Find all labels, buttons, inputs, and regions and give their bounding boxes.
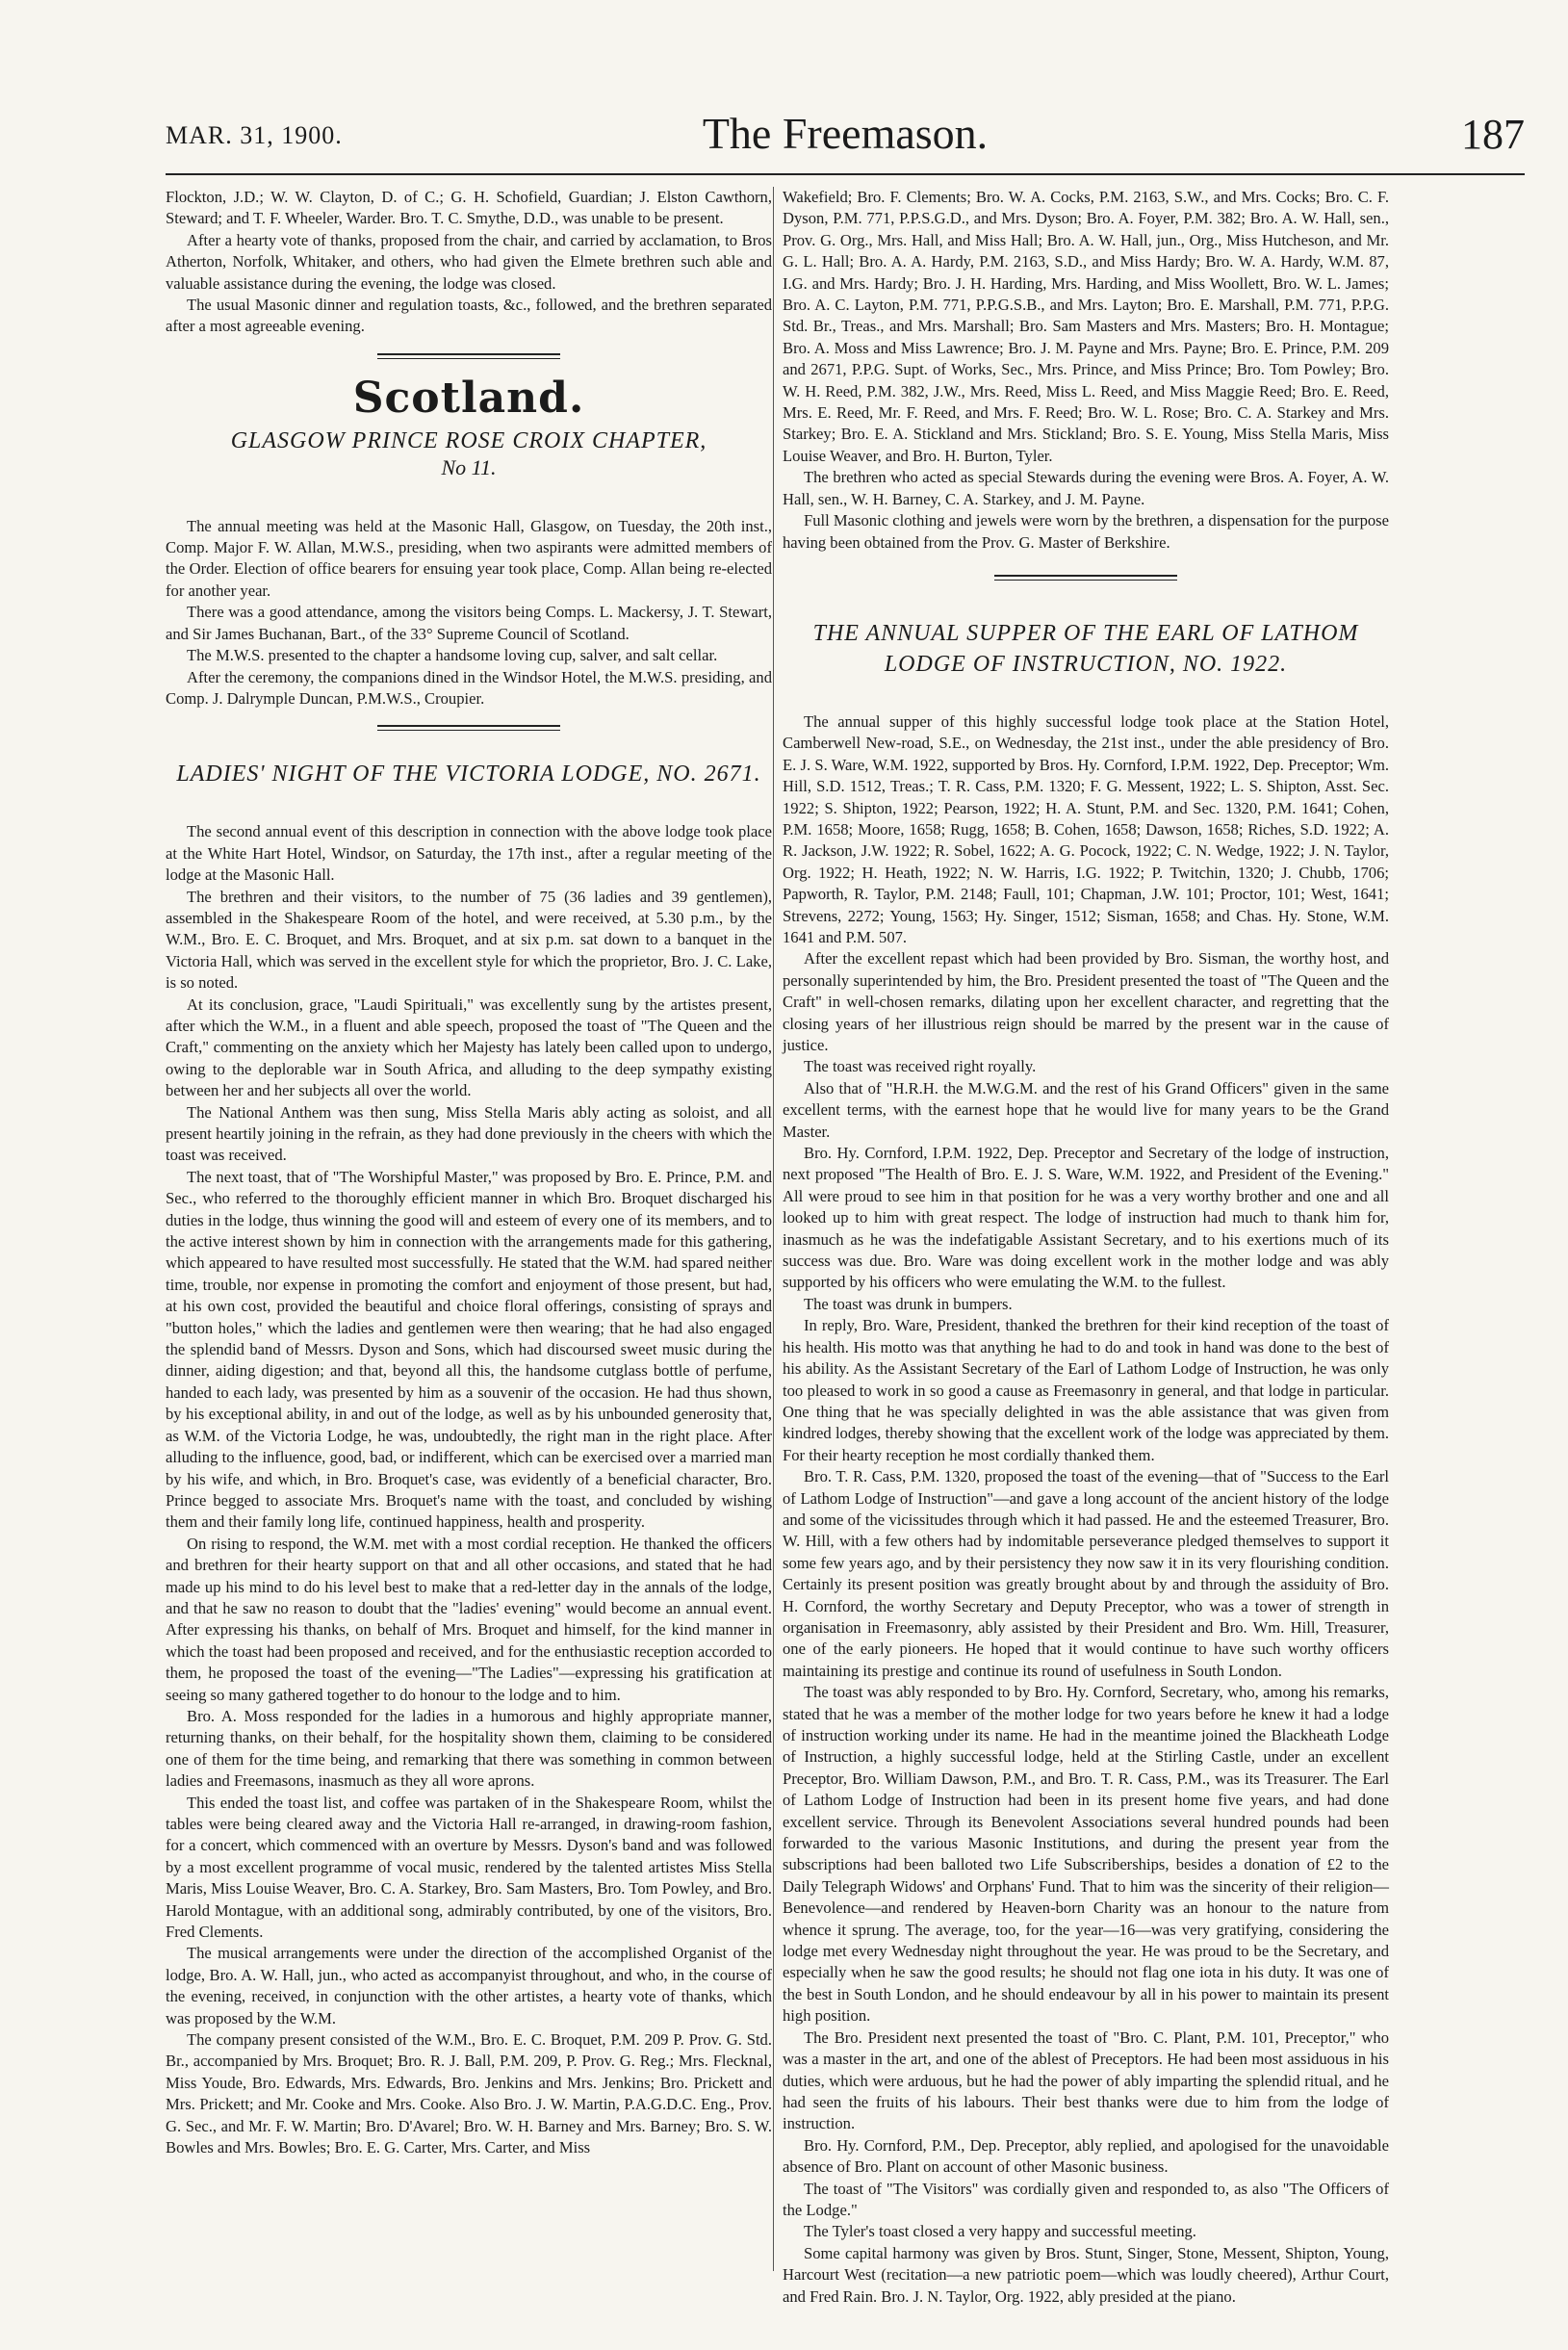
paragraph: The company present consisted of the W.M., Bro. E. C. Broquet, P.M. 209 P. Prov. G. Std. Br., accompanied by Mrs. Broquet; Bro. R. J. Ball, P.M. 209, P. Prov. G. Reg.; Mrs. Flecknal, Miss Youde, Bro. Edwards, Mrs. Edwards, Bro. Jenkins and Mrs. Jenkins; Bro. Prickett and Mrs. Prickett; and Mr. Cooke and Mrs. Cooke. Also Bro. J. W. Martin, P.A.G.D.C. Eng., Prov. G. Sec., and Mr. F. W. Martin; Bro. D'Avarel; Bro. W. H. Barney and Mrs. Barney; Bro. S. W. Bowles and Mrs. Bowles; Bro. E. G. Carter, Mrs. Carter, and Miss <box>166 2030 772 2157</box>
paragraph: The toast was ably responded to by Bro. Hy. Cornford, Secretary, who, among his remarks, stated that he was a member of the mother lodge for two years before he knew it had a lodge of instruction working under its name. He had in the meantime joined the Blackheath Lodge of Instruction, a highly successful lodge, held at the Stirling Castle, under an excellent Preceptor, Bro. William Dawson, P.M., and Bro. T. R. Cass, P.M., was its Treasurer. The Earl of Lathom Lodge of Instruction had been in its present home five years, and had done excellent service. Through its Benevolent Associations several hundred pounds had been forwarded to the various Masonic Institutions, and during the present year from the subscriptions had been balloted two Life Subscriberships, besides a donation of £2 to the Daily Telegraph Widows' and Orphans' Fund. That to him was the sincerity of their religion—Benevolence—and rendered by Heaven-born Charity was an honour to the nature from whence it sprung. The average, too, for the year—16—was very gratifying, considering the lodge met every Wednesday night throughout the year. He was proud to be the Secretary, and especially when he saw the good results; he should not flag one iota in his duty. It was one of the best in South London, and he should endeavour by all in his power to maintain its present high position. <box>783 1683 1389 2026</box>
column-divider <box>773 187 774 2271</box>
paragraph: Bro. Hy. Cornford, I.P.M. 1922, Dep. Preceptor and Secretary of the lodge of instruction, next proposed "The Health of Bro. E. J. S. Ware, W.M. 1922, and President of the Evening." All were proud to see him in that position for he was a very worthy brother and one and all looked up to him with great respect. The lodge of instruction had much to thank him for, inasmuch as he was the indefatigable Assistant Secretary, and to his exertions much of its success was due. Bro. Ware was doing excellent work in the mother lodge and was ably supported by his officers who were emulating the W.M. to the fullest. <box>783 1144 1389 1292</box>
scotland-heading: Scotland. <box>352 373 585 423</box>
paragraph: The Bro. President next presented the toast of "Bro. C. Plant, P.M. 101, Preceptor," who was a master in the art, and one of the ablest of Preceptors. He had been most assiduous in his duties, which were arduous, but he had the power of ably imparting the splendid ritual, and he had seen the fruits of his labours. Their best thanks were due to him from the lodge of instruction. <box>783 2027 1389 2133</box>
paragraph: Bro. T. R. Cass, P.M. 1320, proposed the toast of the evening—that of "Success to the Earl of Lathom Lodge of Instruction"—and gave a long account of the ancient history of the lodge and some of the vicissitudes through which it had passed. He and the esteemed Treasurer, Bro. W. Hill, with a few others had by indomitable perseverance pledged themselves to support it some few years ago, and by their persistency they now saw it in its very flourishing condition. Certainly its present position was greatly brought about by and through the assiduity of Bro. H. Cornford, the worthy Secretary and Deputy Preceptor, who was a tower of strength in organisation in Freemasonry, ably assisted by their President and Bro. Wm. Hill, Treasurer, one of the early pioneers. He hoped that it would continue to have such worthy officers maintaining its prestige and continue its round of usefulness in South London. <box>783 1467 1389 1680</box>
paragraph: Also that of "H.R.H. the M.W.G.M. and the rest of his Grand Officers" given in the same excellent terms, with the earnest hope that he would live for many years to be the Grand Master. <box>783 1078 1389 1141</box>
paragraph: After the excellent repast which had been provided by Bro. Sisman, the worthy host, and personally superintended by him, the Bro. President presented the toast of "The Queen and the Craft" in well-chosen remarks, dilating upon her excellent character, and regretting that the closing years of her illustrious reign should be marred by the present war in the cause of justice. <box>783 949 1389 1054</box>
newspaper-title: The Freemason. <box>702 109 989 158</box>
header-rule <box>166 173 1525 175</box>
paragraph: This ended the toast list, and coffee was partaken of in the Shakespeare Room, whilst the tables were being cleared away and the Victoria Hall re-arranged, in drawing-room fashion, for a concert, which commenced with an overture by Messrs. Dyson's band and was followed by a most excellent programme of vocal music, rendered by the talented artistes Miss Stella Maris, Miss Louise Weaver, Bro. C. A. Starkey, Bro. Sam Masters, Bro. Tom Powley, and Bro. Harold Montague, with an additional song, admirably contributed, by one of the visitors, Bro. Fred Clements. <box>166 1793 772 1942</box>
paragraph: The annual meeting was held at the Masonic Hall, Glasgow, on Tuesday, the 20th inst., Comp. Major F. W. Allan, M.W.S., presiding, when two aspirants were admitted members of the Order. Election of office bearers for ensuing year took place, Comp. Allan being re-elected for another year. <box>166 516 772 600</box>
paragraph: The toast of "The Visitors" was cordially given and responded to, as also "The Officers of the Lodge." <box>783 2179 1389 2219</box>
paragraph: The National Anthem was then sung, Miss Stella Maris ably acting as soloist, and all present heartily joining in the refrain, as they had done previously in the cheers with which the toast was received. <box>166 1102 772 1165</box>
paragraph: The brethren and their visitors, to the number of 75 (36 ladies and 39 gentlemen), assembled in the Shakespeare Room of the hotel, and were received, at 5.30 p.m., by the W.M., Bro. E. C. Broquet, and Mrs. Broquet, and at six p.m. sat down to a banquet in the Victoria Hall, which was served in the excellent style for which the proprietor, Bro. J. C. Lake, is so noted. <box>166 887 772 993</box>
lathom-title-line2: LODGE OF INSTRUCTION, NO. 1922. <box>884 651 1288 677</box>
section-divider <box>377 353 560 359</box>
paragraph: Bro. A. Moss responded for the ladies in a humorous and highly appropriate manner, returning thanks, on their behalf, for the hospitality shown them, claiming to be considered one of them for the time being, and remarking that there was something in common between ladies and Freemasons, inasmuch as they all wore aprons. <box>166 1706 772 1791</box>
masthead <box>166 109 1525 171</box>
lathom-title-line1: THE ANNUAL SUPPER OF THE EARL OF LATHOM <box>812 620 1359 646</box>
paragraph: The musical arrangements were under the direction of the accomplished Organist of the lodge, Bro. A. W. Hall, jun., who acted as accompanyist throughout, and who, in the course of the evening, received, in conjunction with the other artistes, a hearty vote of thanks, which was proposed by the W.M. <box>166 1944 772 2027</box>
paragraph: Bro. Hy. Cornford, P.M., Dep. Preceptor, ably replied, and apologised for the unavoidable absence of Bro. Plant on account of other Masonic business. <box>783 2135 1389 2177</box>
paragraph: At its conclusion, grace, "Laudi Spirituali," was excellently sung by the artistes present, after which the W.M., in a fluent and able speech, proposed the toast of "The Queen and the Craft," commenting on the anxiety which her Majesty has lately been called upon to undergo, owing to the deplorable war in South Africa, and alluding to the deep sympathy existing between her and her subjects all over the world. <box>166 994 772 1100</box>
paragraph: Wakefield; Bro. F. Clements; Bro. W. A. Cocks, P.M. 2163, S.W., and Mrs. Cocks; Bro. C. F. Dyson, P.M. 771, P.P.S.G.D., and Mrs. Dyson; Bro. A. Foyer, P.M. 382; Bro. A. W. Hall, sen., Prov. G. Org., Mrs. Hall, and Miss Hall; Bro. A. W. Hall, jun., Org., Miss Hutcheson, and Mr. G. L. Hall; Bro. A. A. Hardy, P.M. 2163, S.D., and Miss Hardy; Bro. W. A. Hardy, W.M. 87, I.G. and Mrs. Hardy; Bro. J. H. Harding, Mrs. Harding, and Miss Woollett, Bro. W. L. James; Bro. A. C. Layton, P.M. 771, P.P.G.S.B., and Mrs. Layton; Bro. E. Marshall, P.M. 771, P.P.G. Std. Br., Treas., and Mrs. Marshall; Bro. Sam Masters and Mrs. Masters; Bro. H. Montague; Bro. A. Moss and Miss Lawrence; Bro. J. M. Payne and Mrs. Payne; Bro. E. Prince, P.M. 209 and 2671, P.P.G. Supt. of Works, Sec., Mrs. Prince, and Miss Prince; Bro. Tom Powley; Bro. W. H. Reed, P.M. 382, J.W., Mrs. Reed, Miss L. Reed, and Miss Maggie Reed; Bro. E. Reed, Mrs. E. Reed, Mr. F. Reed, and Mrs. F. Reed; Bro. W. L. Rose; Bro. C. A. Starkey and Mrs. Starkey; Bro. E. A. Stickland and Mrs. Stickland; Bro. S. E. Young, Miss Stella Maris, Miss Louise Weaver, and Bro. H. Burton, Tyler. <box>783 188 1389 465</box>
glasgow-subtitle: No 11. <box>441 455 497 480</box>
issue-date: MAR. 31, 1900. <box>166 121 343 149</box>
paragraph: The next toast, that of "The Worshipful Master," was proposed by Bro. E. Prince, P.M. and Sec., who referred to the thoroughly efficient manner in which Bro. Broquet discharged his duties in the lodge, thus winning the good will and esteem of every one of its members, and to the active interest shown by him in connection with the arrangements made for this gathering, which appeared to have resulted most successfully. He stated that the W.M. had spared neither time, trouble, nor expense in promoting the comfort and enjoyment of those present, but had, at his own cost, provided the beautiful and choice floral offerings, consisting of sprays and "button holes," which the ladies and gentlemen were then wearing; that he had also engaged the splendid band of Messrs. Dyson and Sons, which had discoursed sweet music during the dinner, aiding digestion; and that, beyond all this, the handsome cutglass bottle of perfume, handed to each lady, was presented by him as a souvenir of the occasion. He had thus shown, by his exceptional ability, in and out of the lodge, as well as by his unbounded generosity that, as W.M. of the Victoria Lodge, he was, undoubtedly, the right man in the right place. After alluding to the influence, good, bad, or indifferent, which can be exercised over a married man by his wife, and which, in Bro. Broquet's case, was evidently of a beneficial character, Bro. Prince begged to associate Mrs. Broquet's name with the toast, and concluded by wishing them and their family long life, continued happiness, health and prosperity. <box>166 1167 772 1532</box>
paragraph: In reply, Bro. Ware, President, thanked the brethren for their kind reception of the toast of his health. His motto was that anything he had to do and took in hand was done to the best of his ability. As the Assistant Secretary of the Earl of Lathom Lodge of Instruction, he was only too pleased to work in so good a cause as Freemasonry in general, and that lodge in particular. One thing that he was specially delighted in was the able assistance that was given from kindred lodges, thereby showing that the excellent work of the lodge was appreciated by them. For their hearty reception he most cordially thanked them. <box>783 1316 1389 1464</box>
page-number: 187 <box>1461 111 1525 158</box>
left-column <box>166 187 772 2159</box>
paragraph: The annual supper of this highly successful lodge took place at the Station Hotel, Camberwell New-road, S.E., on Wednesday, the 21st inst., under the able presidency of Bro. E. J. S. Ware, W.M. 1922, supported by Bros. Hy. Cornford, I.P.M. 1922, Dep. Preceptor; Wm. Hill, S.D. 1512, Treas.; T. R. Cass, P.M. 1320; F. G. Messent, 1922; L. S. Shipton, Asst. Sec. 1922; S. Shipton, 1922; Pearson, 1922; H. A. Stunt, P.M. and Sec. 1320, P.M. 1641; Cohen, P.M. 1658; Moore, 1658; Rugg, 1658; B. Cohen, 1658; Dawson, 1658; Riches, S.D. 1922; A. R. Jackson, J.W. 1922; R. Sobel, 1622; A. G. Pocock, 1922; C. N. Wedge, 1922; J. N. Taylor, Org. 1922; H. Heath, 1922; N. W. Harris, I.G. 1922; P. Twitchin, 1320; J. Chubb, 1706; Papworth, R. Taylor, P.M. 2148; Faull, 101; Chapman, J.W. 101; Proctor, 101; West, 1641; Strevens, 2272; Young, 1563; Hy. Singer, 1512; Sisman, 1658; and Chas. Hy. Stone, W.M. 1641 and P.M. 507. <box>783 711 1389 946</box>
paragraph: After the ceremony, the companions dined in the Windsor Hotel, the M.W.S. presiding, and Comp. J. Dalrymple Duncan, P.M.W.S., Croupier. <box>166 667 772 708</box>
paragraph: Some capital harmony was given by Bros. Stunt, Singer, Stone, Messent, Shipton, Young, Harcourt West (recitation—a new patriotic poem—which was loudly cheered), Arthur Court, and Fred Rain. Bro. J. N. Taylor, Org. 1922, ably presided at the piano. <box>783 2243 1389 2306</box>
section-divider <box>994 575 1177 581</box>
right-column <box>783 187 1389 2308</box>
paragraph: On rising to respond, the W.M. met with a most cordial reception. He thanked the officers and brethren for their hearty support on that and all other occasions, and stated that he had made up his mind to do his level best to make that a red-letter day in the annals of the lodge, and that he saw no reason to doubt that the "ladies' evening" would become an annual event. After expressing his thanks, on behalf of Mrs. Broquet and himself, for the kind manner in which the toast had been proposed and received, and for the enthusiastic reception accorded to them, he proposed the toast of the evening—"The Ladies"—expressing his gratification at seeing so many gathered together to do honour to the lodge and to him. <box>166 1534 772 1704</box>
ladies-night-title: LADIES' NIGHT OF THE VICTORIA LODGE, NO. 2671. <box>176 762 761 788</box>
paragraph: The toast was received right royally. <box>804 1057 1037 1076</box>
paragraph: The Tyler's toast closed a very happy and successful meeting. <box>804 2222 1196 2241</box>
paragraph: Flockton, J.D.; W. W. Clayton, D. of C.; G. H. Schofield, Guardian; J. Elston Cawthorn, Steward; and T. F. Wheeler, Warder. Bro. T. C. Smythe, D.D., was unable to be present. <box>166 188 772 228</box>
paragraph: The second annual event of this description in connection with the above lodge took place at the White Hart Hotel, Windsor, on Saturday, the 17th inst., after a regular meeting of the lodge at the Masonic Hall. <box>166 822 772 885</box>
paragraph: There was a good attendance, among the visitors being Comps. L. Mackersy, J. T. Stewart, and Sir James Buchanan, Bart., of the 33° Supreme Council of Scotland. <box>166 603 772 643</box>
paragraph: The usual Masonic dinner and regulation toasts, &c., followed, and the brethren separated after a most agreeable evening. <box>166 296 772 336</box>
paragraph: The toast was drunk in bumpers. <box>804 1294 1013 1313</box>
paragraph: The M.W.S. presented to the chapter a handsome loving cup, salver, and salt cellar. <box>187 646 718 665</box>
paragraph: The brethren who acted as special Stewards during the evening were Bros. A. Foyer, A. W. Hall, sen., W. H. Barney, C. A. Starkey, and J. M. Payne. <box>783 468 1389 508</box>
glasgow-title: GLASGOW PRINCE ROSE CROIX CHAPTER, <box>230 428 707 454</box>
section-divider <box>377 725 560 731</box>
paragraph: Full Masonic clothing and jewels were worn by the brethren, a dispensation for the purpose having been obtained from the Prov. G. Master of Berkshire. <box>783 511 1389 552</box>
paragraph: After a hearty vote of thanks, proposed from the chair, and carried by acclamation, to Bros Atherton, Norfolk, Whitaker, and others, who had given the Elmete brethren such able and valuable assistance during the evening, the lodge was closed. <box>166 230 772 293</box>
